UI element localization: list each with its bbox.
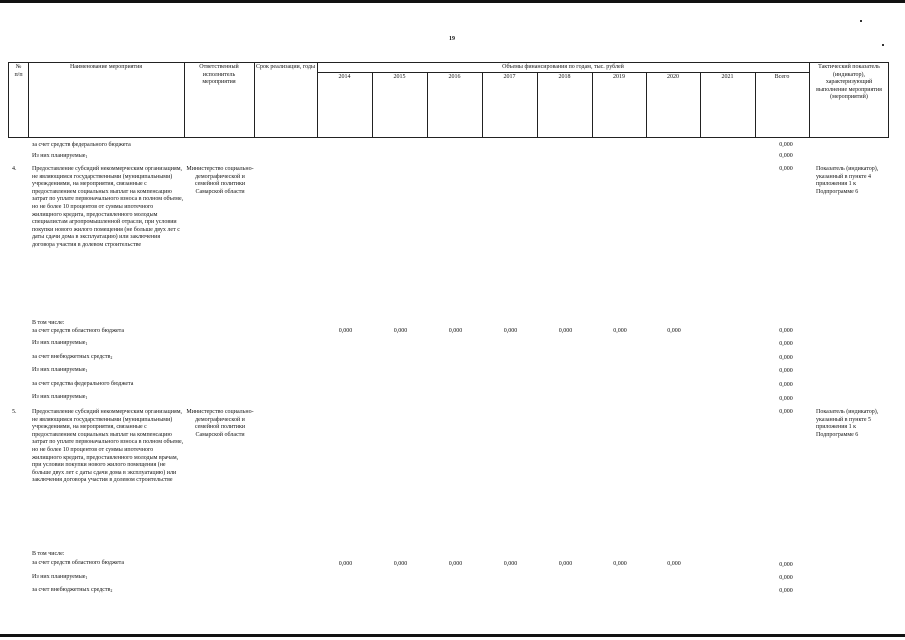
row-total: 0,000	[779, 328, 793, 334]
row-total: 0,000	[779, 166, 793, 172]
header-term: Срок реализации, годы	[256, 64, 315, 70]
row-value: 0,000	[667, 561, 681, 567]
row-label: Из них планируемые$^1$	[32, 394, 88, 400]
header-year: 2020	[667, 74, 679, 80]
row-value: 0,000	[393, 561, 408, 567]
header-year: 2021	[721, 74, 734, 80]
header-funding: Объемы финансирования по годам, тыс. рублей	[502, 64, 624, 70]
row-label: за счет средств федерального бюджета	[32, 142, 131, 148]
row-value: 0,000	[503, 328, 518, 334]
top-border	[0, 0, 905, 3]
header-year: 2015	[393, 74, 406, 80]
row-total: 0,000	[779, 588, 793, 594]
row-label: Из них планируемые$^1$	[32, 367, 88, 373]
item-indicator: Показатель (индикатор), указанный в пункте 4 приложения 1 к Подпрограмме 6	[816, 166, 879, 195]
header-executor: Ответственный исполнитель мероприятия	[199, 64, 239, 86]
row-label: Из них планируемые$^1$	[32, 340, 88, 346]
row-total: 0,000	[779, 341, 793, 347]
row-label: Из них планируемые$^1$	[32, 574, 88, 580]
row-value: 0,000	[503, 561, 518, 567]
row-value: 0,000	[613, 561, 627, 567]
row-value: 0,000	[393, 328, 408, 334]
row-total: 0,000	[779, 396, 793, 402]
item-executor: Министерство социально-демографической и семейной политики Самарской области	[186, 409, 254, 438]
row-label: за счет средств областного бюджета	[32, 328, 125, 334]
header-num: № п/п	[14, 64, 23, 78]
page-number: 19	[449, 36, 455, 42]
header-event: Наименование мероприятия	[69, 64, 143, 70]
row-total: 0,000	[779, 153, 793, 159]
row-label: Из них планируемые$^1$	[32, 153, 88, 159]
row-label: В том числе:	[32, 320, 65, 326]
row-value: 0,000	[558, 328, 573, 334]
row-total: 0,000	[779, 368, 793, 374]
bottom-border	[0, 634, 905, 637]
row-value: 0,000	[558, 561, 573, 567]
header-year: 2014	[338, 74, 351, 80]
item-executor: Министерство социально-демографической и семейной политики Самарской области	[186, 166, 254, 195]
row-total: 0,000	[779, 142, 793, 148]
row-value: 0,000	[338, 561, 353, 567]
row-label: за счет средств областного бюджета	[32, 560, 125, 566]
row-label: за счет внебюджетных средств$^2$	[32, 354, 113, 360]
row-total: 0,000	[779, 562, 793, 568]
row-value: 0,000	[613, 328, 627, 334]
row-total: 0,000	[779, 355, 793, 361]
row-label: за счет внебюджетных средств$^2$	[32, 587, 113, 593]
item-number: 5.	[12, 409, 17, 415]
row-value: 0,000	[448, 328, 463, 334]
item-number: 4.	[12, 166, 17, 172]
row-total: 0,000	[779, 409, 793, 415]
header-total: Всего	[774, 74, 790, 80]
scan-speck	[882, 44, 884, 46]
scan-speck	[860, 20, 862, 22]
header-year: 2019	[613, 74, 625, 80]
header-year: 2017	[503, 74, 516, 80]
row-total: 0,000	[779, 575, 793, 581]
header-year: 2018	[558, 74, 571, 80]
header-year: 2016	[448, 74, 461, 80]
header-indicator: Тактический показатель (индикатор), характеризующий выполнение мероприятия (мероприятий)	[816, 64, 882, 101]
row-label: В том числе:	[32, 551, 65, 557]
item-indicator: Показатель (индикатор), указанный в пункте 5 приложения 1 к Подпрограмме 6	[816, 409, 879, 438]
row-label: за счет средства федерального бюджета	[32, 381, 134, 387]
item-text: Предоставление субсидий некоммерческим организациям, не являющимся государственными (муниципальными) учреждениями, на мероприятия, связанные с предоставлением социальных выплат на компенсацию затрат по уплате первоначального взноса в полном объеме, но не более 10 процентов от суммы ипотечного жилищного кредита, предоставленного молодым специалистам агропромышленной отрасли, при условии покупки нового жилого помещения (не больше двух лет с даты сдачи дома в эксплуатацию) или заключения договора участия в долевом строительстве	[32, 166, 184, 248]
row-value: 0,000	[338, 328, 353, 334]
row-value: 0,000	[448, 561, 463, 567]
row-value: 0,000	[667, 328, 681, 334]
row-total: 0,000	[779, 382, 793, 388]
item-text: Предоставление субсидий некоммерческим организациям, не являющимся государственными (муниципальными) учреждениями, на мероприятия, связанные с предоставлением социальных выплат на компенсацию затрат по уплате первоначального взноса в полном объеме, но не более 10 процентов от суммы ипотечного жилищного кредита, предоставленного молодым врачам, при условии покупки нового жилого помещения (не больше двух лет с даты сдачи дома в эксплуатацию) или заключения договора участия в долевом строительстве	[32, 409, 184, 484]
